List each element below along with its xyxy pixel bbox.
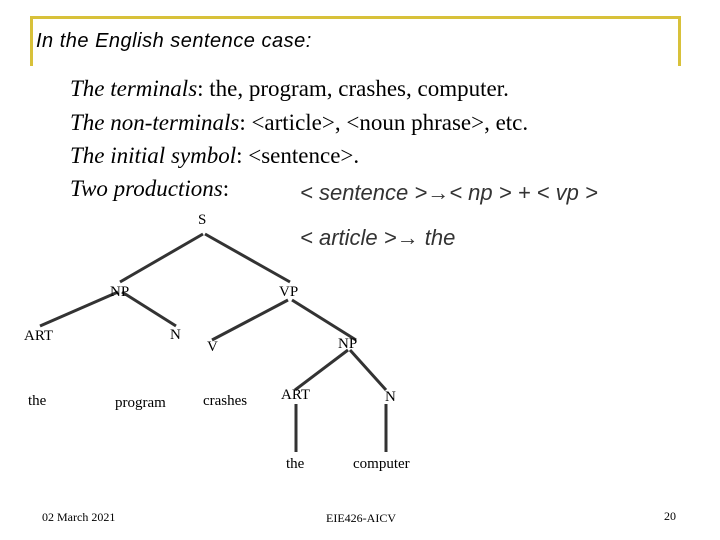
non-terminals-text: : <article>, <noun phrase>, etc.	[239, 110, 529, 135]
initial-symbol-label: The initial symbol	[70, 143, 237, 168]
node-n: N	[170, 327, 181, 343]
node-art: ART	[24, 328, 54, 344]
node-np: NP	[110, 284, 130, 300]
productions-label: Two productions	[70, 176, 223, 201]
footer-course: EIE426-AICV	[326, 511, 396, 525]
edge-np-art2	[295, 350, 348, 390]
footer-date: 02 March 2021	[42, 510, 116, 524]
node-art-2: ART	[281, 387, 311, 403]
edge-s-np	[120, 234, 203, 282]
node-s: S	[198, 212, 207, 228]
terminals-text: : the, program, crashes, computer.	[197, 76, 509, 101]
edge-np-n2	[350, 350, 386, 390]
leaf-program: program	[115, 395, 166, 411]
production-article: < article >→ the	[300, 225, 456, 250]
initial-symbol-text: : <sentence>.	[236, 143, 360, 168]
edge-s-vp	[205, 234, 290, 282]
node-v: V	[207, 339, 218, 355]
node-vp: VP	[279, 284, 299, 300]
production-sentence: < sentence >→< np > + < vp >	[300, 180, 598, 205]
leaf-crashes: crashes	[203, 393, 248, 409]
edge-np-n	[122, 292, 176, 326]
productions-colon: :	[222, 176, 230, 201]
leaf-computer: computer	[353, 456, 410, 472]
terminals-label: The terminals	[70, 76, 198, 101]
node-np-2: NP	[338, 336, 358, 352]
slide-title: In the English sentence case:	[36, 30, 312, 52]
node-n-2: N	[385, 389, 396, 405]
leaf-the-2: the	[286, 456, 305, 472]
page-number: 20	[664, 509, 676, 523]
edge-np-art	[40, 292, 118, 326]
edge-vp-v	[212, 300, 288, 340]
leaf-the: the	[28, 393, 47, 409]
edge-vp-np	[292, 300, 356, 340]
non-terminals-label: The non-terminals	[70, 110, 240, 135]
